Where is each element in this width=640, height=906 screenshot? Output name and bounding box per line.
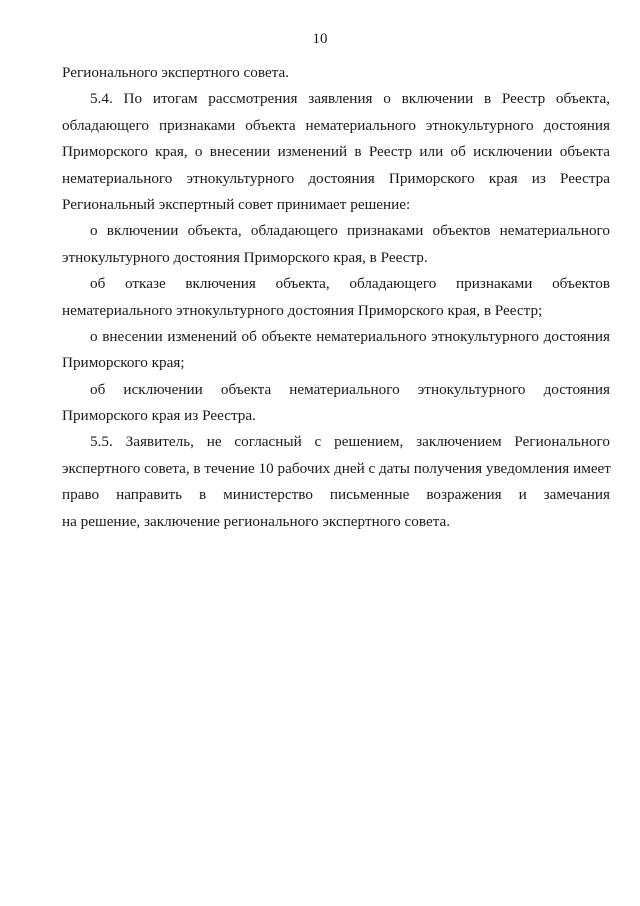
text-line: Региональный экспертный совет принимает решение: [62, 195, 411, 213]
text-line: на решение, заключение регионального экспертного совета. [62, 512, 451, 530]
text-line: Приморского края; [62, 354, 185, 372]
text-line: этнокультурного достояния Приморского края, в Реестр. [62, 248, 428, 266]
text-line: Приморского края, о внесении изменений в Реестр или об исключении объекта [62, 143, 610, 161]
text-line: обладающего признаками объекта нематериального этнокультурного достояния [62, 116, 610, 134]
text-line: нематериального этнокультурного достояния Приморского края, в Реестр; [62, 301, 543, 319]
text-line: 5.5. Заявитель, не согласный с решением, заключением Регионального [90, 433, 610, 451]
text-line: о внесении изменений об объекте нематериального этнокультурного достояния [90, 327, 610, 345]
page-number: 10 [312, 31, 328, 47]
text-line: об исключении объекта нематериального этнокультурного достояния [90, 380, 610, 398]
text-line: об отказе включения объекта, обладающего признаками объектов [90, 275, 610, 293]
text-line: нематериального этнокультурного достояния Приморского края из Реестра [62, 169, 610, 187]
text-line: о включении объекта, обладающего признаками объектов нематериального [90, 222, 610, 240]
document-body [62, 60, 610, 535]
text-line: 5.4. По итогам рассмотрения заявления о включении в Реестр объекта, [90, 90, 610, 108]
text-line: право направить в министерство письменные возражения и замечания [62, 486, 610, 504]
text-line: экспертного совета, в течение 10 рабочих дней с даты получения уведомления имеет [62, 459, 611, 477]
text-line: Регионального экспертного совета. [62, 64, 290, 81]
text-line: Приморского края из Реестра. [62, 407, 256, 425]
